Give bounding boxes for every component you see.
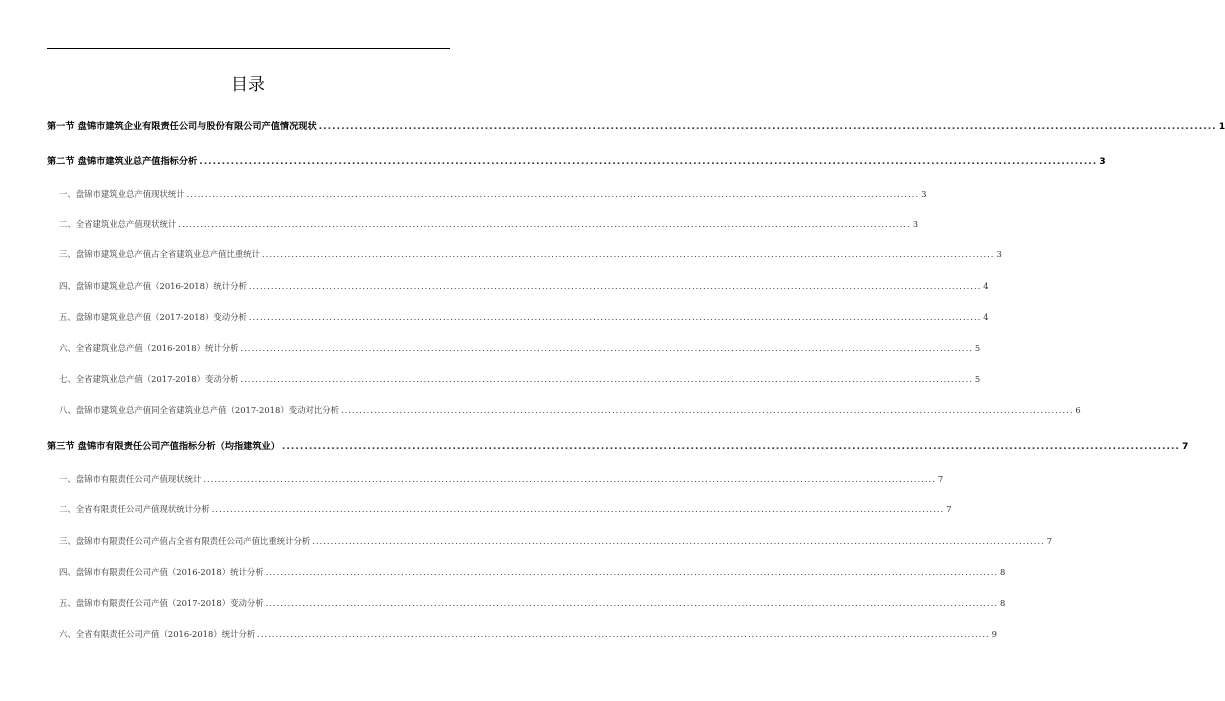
toc-entry-text: 二、全省建筑业总产值现状统计 xyxy=(59,219,177,229)
toc-page-number: 4 xyxy=(983,281,989,291)
toc-entry-text: 三、盘锦市有限责任公司产值占全省有限责任公司产值比重统计分析 xyxy=(59,536,311,546)
toc-entry-text: 六、全省有限责任公司产值（2016-2018）统计分析 xyxy=(59,629,256,639)
toc-page-number: 3 xyxy=(996,249,1002,259)
toc-entry-text: 四、盘锦市有限责任公司产值（2016-2018）统计分析 xyxy=(59,567,264,577)
toc-dot-leader: ........................................................................................................................................................................................................ xyxy=(265,598,999,608)
toc-subsection-entry[interactable] xyxy=(59,404,1081,416)
toc-title: 目录 xyxy=(231,75,265,95)
toc-page-number: 1 xyxy=(1218,121,1225,132)
toc-dot-leader: ........................................................................................................................................................................................................ xyxy=(340,405,1074,415)
toc-dot-leader: ........................................................................................................................................................................................................ xyxy=(240,343,973,353)
toc-page-number: 7 xyxy=(1046,536,1053,546)
toc-subsection-entry[interactable] xyxy=(59,566,1006,578)
toc-dot-leader: ........................................................................................................................................................................................................ xyxy=(248,281,982,291)
toc-subsection-entry[interactable] xyxy=(59,280,989,292)
toc-dot-leader: ........................................................................................................................................................................................................ xyxy=(318,121,1217,132)
toc-dot-leader: ........................................................................................................................................................................................................ xyxy=(211,504,945,514)
toc-dot-leader: ........................................................................................................................................................................................................ xyxy=(186,189,920,199)
toc-subsection-entry[interactable] xyxy=(59,188,927,200)
toc-page-number: 3 xyxy=(921,189,927,199)
toc-dot-leader: ........................................................................................................................................................................................................ xyxy=(312,536,1045,546)
toc-dot-leader: ........................................................................................................................................................................................................ xyxy=(248,312,982,322)
toc-section-entry[interactable] xyxy=(47,118,1225,132)
toc-dot-leader: ........................................................................................................................................................................................................ xyxy=(262,249,995,259)
toc-entry-text: 七、全省建筑业总产值（2017-2018）变动分析 xyxy=(59,374,239,384)
toc-subsection-entry[interactable] xyxy=(59,535,1053,547)
toc-entry-text: 三、盘锦市建筑业总产值占全省建筑业总产值比重统计 xyxy=(59,249,260,259)
toc-page-number: 3 xyxy=(1099,156,1106,167)
toc-subsection-entry[interactable] xyxy=(59,373,981,385)
toc-dot-leader: ........................................................................................................................................................................................................ xyxy=(281,441,1180,452)
toc-entry-text: 第二节 盘锦市建筑业总产值指标分析 xyxy=(47,156,198,167)
toc-entry-text: 四、盘锦市建筑业总产值（2016-2018）统计分析 xyxy=(59,281,247,291)
toc-section-entry[interactable] xyxy=(47,153,1106,167)
toc-subsection-entry[interactable] xyxy=(59,218,919,230)
toc-entry-text: 一、盘锦市有限责任公司产值现状统计 xyxy=(59,474,202,484)
toc-page-number: 9 xyxy=(991,629,997,639)
toc-page-number: 5 xyxy=(974,343,981,353)
toc-entry-text: 五、盘锦市有限责任公司产值（2017-2018）变动分析 xyxy=(59,598,264,608)
toc-page-number: 7 xyxy=(937,474,944,484)
toc-dot-leader: ........................................................................................................................................................................................................ xyxy=(240,374,973,384)
toc-subsection-entry[interactable] xyxy=(59,628,997,640)
toc-subsection-entry[interactable] xyxy=(59,342,981,354)
toc-entry-text: 第一节 盘锦市建筑企业有限责任公司与股份有限公司产值情况现状 xyxy=(47,121,317,132)
toc-page-number: 7 xyxy=(946,504,952,514)
toc-page-number: 7 xyxy=(1181,441,1189,452)
toc-page-number: 3 xyxy=(912,219,919,229)
toc-subsection-entry[interactable] xyxy=(59,311,989,323)
toc-dot-leader: ........................................................................................................................................................................................................ xyxy=(257,629,990,639)
toc-dot-leader: ........................................................................................................................................................................................................ xyxy=(265,567,999,577)
toc-subsection-entry[interactable] xyxy=(59,597,1006,609)
toc-subsection-entry[interactable] xyxy=(59,248,1002,260)
toc-page-number: 4 xyxy=(983,312,989,322)
toc-subsection-entry[interactable] xyxy=(59,503,952,515)
toc-dot-leader: ........................................................................................................................................................................................................ xyxy=(178,219,911,229)
toc-page-number: 5 xyxy=(974,374,981,384)
toc-section-entry[interactable] xyxy=(47,438,1189,452)
header-rule xyxy=(47,48,450,49)
toc-subsection-entry[interactable] xyxy=(59,473,944,485)
toc-page-number: 6 xyxy=(1075,405,1081,415)
toc-page-number: 8 xyxy=(1000,567,1006,577)
toc-entry-text: 第三节 盘锦市有限责任公司产值指标分析（均指建筑业） xyxy=(47,441,280,452)
toc-entry-text: 一、盘锦市建筑业总产值现状统计 xyxy=(59,189,185,199)
toc-entry-text: 二、全省有限责任公司产值现状统计分析 xyxy=(59,504,210,514)
toc-entry-text: 八、盘锦市建筑业总产值同全省建筑业总产值（2017-2018）变动对比分析 xyxy=(59,405,339,415)
toc-dot-leader: ........................................................................................................................................................................................................ xyxy=(203,474,936,484)
toc-entry-text: 五、盘锦市建筑业总产值（2017-2018）变动分析 xyxy=(59,312,247,322)
toc-entry-text: 六、全省建筑业总产值（2016-2018）统计分析 xyxy=(59,343,239,353)
toc-dot-leader: ........................................................................................................................................................................................................ xyxy=(199,156,1098,167)
toc-page-number: 8 xyxy=(1000,598,1006,608)
